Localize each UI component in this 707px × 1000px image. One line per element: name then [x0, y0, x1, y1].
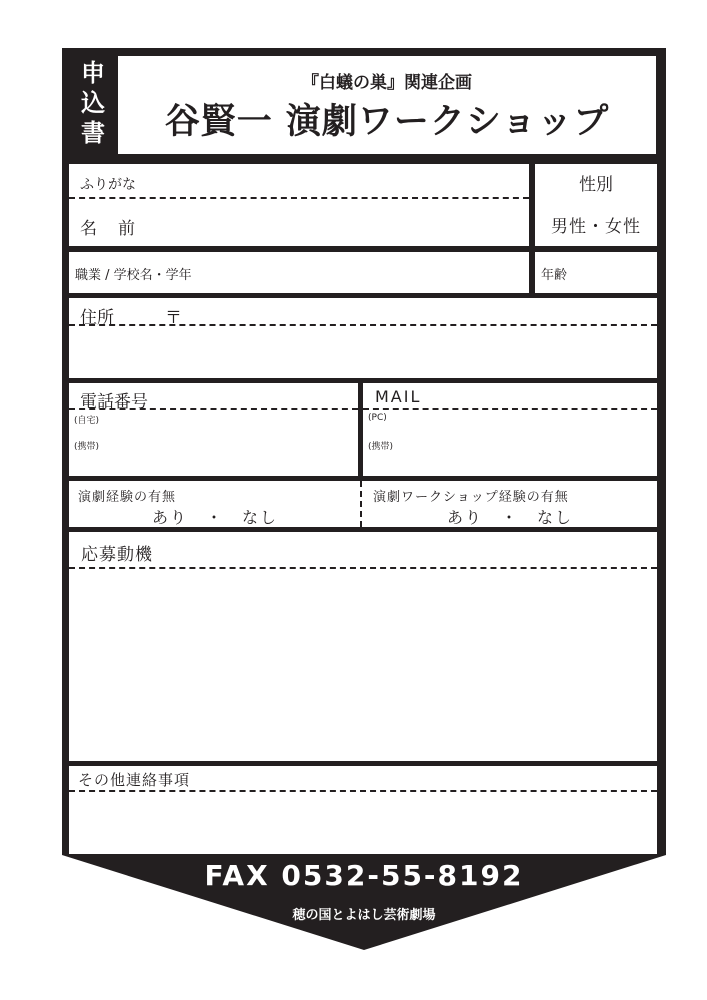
badge-char: 込 [81, 89, 105, 117]
postal-mark: 〒 [165, 308, 182, 328]
mail-cell[interactable] [363, 383, 657, 476]
occupation-cell[interactable] [69, 252, 529, 293]
dashed-divider [69, 324, 657, 326]
dashed-divider [69, 408, 358, 410]
form-header [62, 48, 666, 160]
subtitle: 『白蟻の巣』関連企画 [302, 73, 472, 93]
motive-cell[interactable] [69, 532, 657, 761]
dashed-divider [69, 790, 657, 792]
address-label: 住所 [80, 308, 114, 328]
phone-home-label: (自宅) [74, 416, 100, 426]
dashed-divider [363, 408, 657, 410]
motive-label: 応募動機 [81, 545, 153, 565]
badge-char: 書 [81, 119, 105, 147]
name-cell[interactable] [69, 164, 529, 246]
gender-options: 男性・女性 [551, 217, 641, 237]
other-notes-label: その他連絡事項 [78, 771, 191, 789]
mail-pc-label: (PC) [368, 413, 387, 423]
phone-mobile-label: (携帯) [74, 442, 100, 452]
dashed-divider [69, 197, 529, 199]
gender-cell[interactable] [535, 164, 657, 246]
dashed-vertical-divider [360, 481, 362, 527]
theater-exp-options[interactable]: あり ・ なし [151, 508, 278, 527]
fax-number: FAX 0532-55-8192 [204, 859, 524, 892]
address-cell[interactable] [69, 298, 657, 378]
venue-name: 穂の国とよはし芸術劇場 [292, 908, 436, 923]
page-title: 谷賢一 演劇ワークショップ [164, 102, 610, 142]
workshop-exp-label: 演劇ワークショップ経験の有無 [373, 490, 569, 505]
badge-char: 申 [81, 59, 105, 87]
mail-label: MAIL [375, 387, 422, 406]
age-cell[interactable] [535, 252, 657, 293]
theater-exp-label: 演劇経験の有無 [78, 490, 177, 505]
application-badge [69, 58, 117, 148]
furigana-label: ふりがな [80, 177, 136, 193]
experience-row [69, 481, 657, 527]
workshop-exp-options[interactable]: あり ・ なし [446, 508, 573, 527]
name-label: 名 前 [80, 219, 137, 239]
mail-mobile-label: (携帯) [368, 442, 394, 452]
dashed-divider [69, 567, 657, 569]
phone-cell[interactable] [69, 383, 358, 476]
title-box [118, 56, 656, 154]
gender-label: 性別 [579, 175, 613, 195]
occupation-label: 職業 / 学校名・学年 [75, 268, 192, 283]
age-label: 年齢 [541, 268, 568, 283]
phone-label: 電話番号 [80, 392, 148, 412]
other-notes-cell[interactable] [69, 766, 657, 854]
